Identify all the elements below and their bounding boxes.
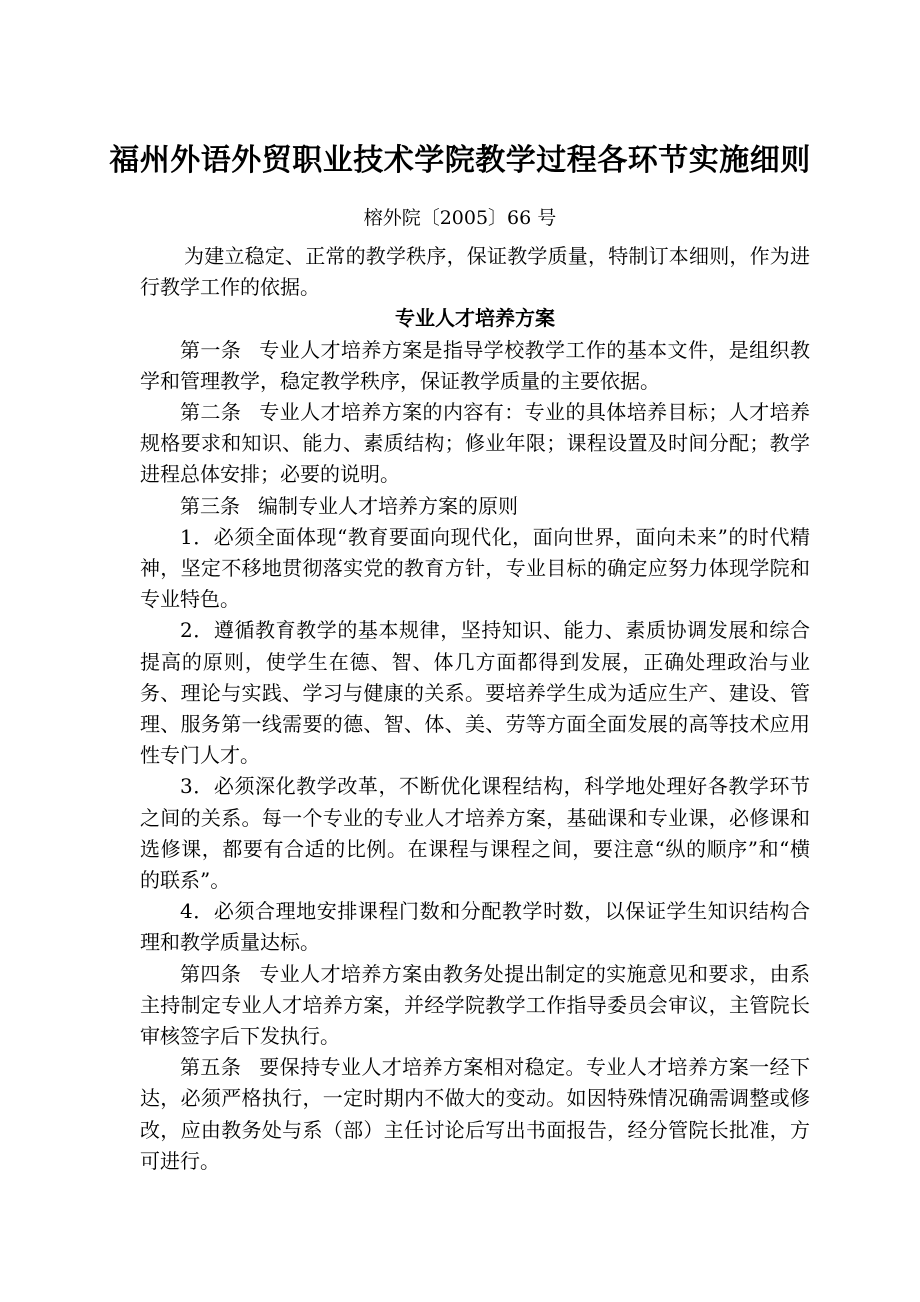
article-4-text: 专业人才培养方案由教务处提出制定的实施意见和要求，由系主持制定专业人才培养方案，并经学院教学工作指导委员会审议，主管院长审核签字后下发执行。	[140, 961, 811, 1049]
document-body	[140, 241, 810, 1177]
article-5	[140, 1052, 810, 1177]
article-2	[140, 397, 810, 491]
intro-paragraph: 为建立稳定、正常的教学秩序，保证教学质量，特制订本细则，作为进行教学工作的依据。	[140, 244, 810, 300]
article-1	[140, 335, 810, 397]
document-title: 福州外语外贸职业技术学院教学过程各环节实施细则	[109, 143, 811, 178]
article-5-label: 第五条	[180, 1055, 242, 1080]
principle-4: 4．必须合理地安排课程门数和分配教学时数，以保证学生知识结构合理和教学质量达标。	[140, 899, 810, 955]
section-heading: 专业人才培养方案	[395, 306, 555, 331]
article-2-text: 专业人才培养方案的内容有：专业的具体培养目标；人才培养规格要求和知识、能力、素质结构；修业年限；课程设置及时间分配；教学进程总体安排；必要的说明。	[140, 400, 811, 487]
article-3-label: 第三条	[180, 493, 240, 518]
article-4	[140, 959, 810, 1053]
document-number: 榕外院〔2005〕66 号	[363, 207, 557, 229]
principle-2: 2．遵循教育教学的基本规律，坚持知识、能力、素质协调发展和综合提高的原则，使学生在德、智、体几方面都得到发展，正确处理政治与业务、理论与实践、学习与健康的关系。要培养学生成为适应生产、建设、管理、服务第一线需要的德、智、体、美、劳等方面全面发展的高等技术应用性专门人才。	[140, 618, 810, 768]
article-1-text: 专业人才培养方案是指导学校教学工作的基本文件，是组织教学和管理教学，稳定教学秩序，保证教学质量的主要依据。	[140, 337, 811, 393]
article-3	[140, 491, 810, 522]
principle-3: 3．必须深化教学改革，不断优化课程结构，科学地处理好各教学环节之间的关系。每一个专业的专业人才培养方案，基础课和专业课，必修课和选修课，都要有合适的比例。在课程与课程之间，要注意“纵的顺序”和“横的联系”。	[140, 774, 810, 893]
article-1-label: 第一条	[180, 337, 242, 362]
article-4-label: 第四条	[180, 961, 242, 986]
principle-1: 1．必须全面体现“教育要面向现代化，面向世界，面向未来”的时代精神，坚定不移地贯彻落实党的教育方针，专业目标的确定应努力体现学院和专业特色。	[140, 524, 810, 612]
article-3-text: 编制专业人才培养方案的原则	[258, 493, 518, 518]
article-5-text: 要保持专业人才培养方案相对稳定。专业人才培养方案一经下达，必须严格执行，一定时期内不做大的变动。如因特殊情况确需调整或修改，应由教务处与系（部）主任讨论后写出书面报告，经分管院长批准，方可进行。	[140, 1055, 811, 1173]
article-2-label: 第二条	[180, 400, 242, 425]
